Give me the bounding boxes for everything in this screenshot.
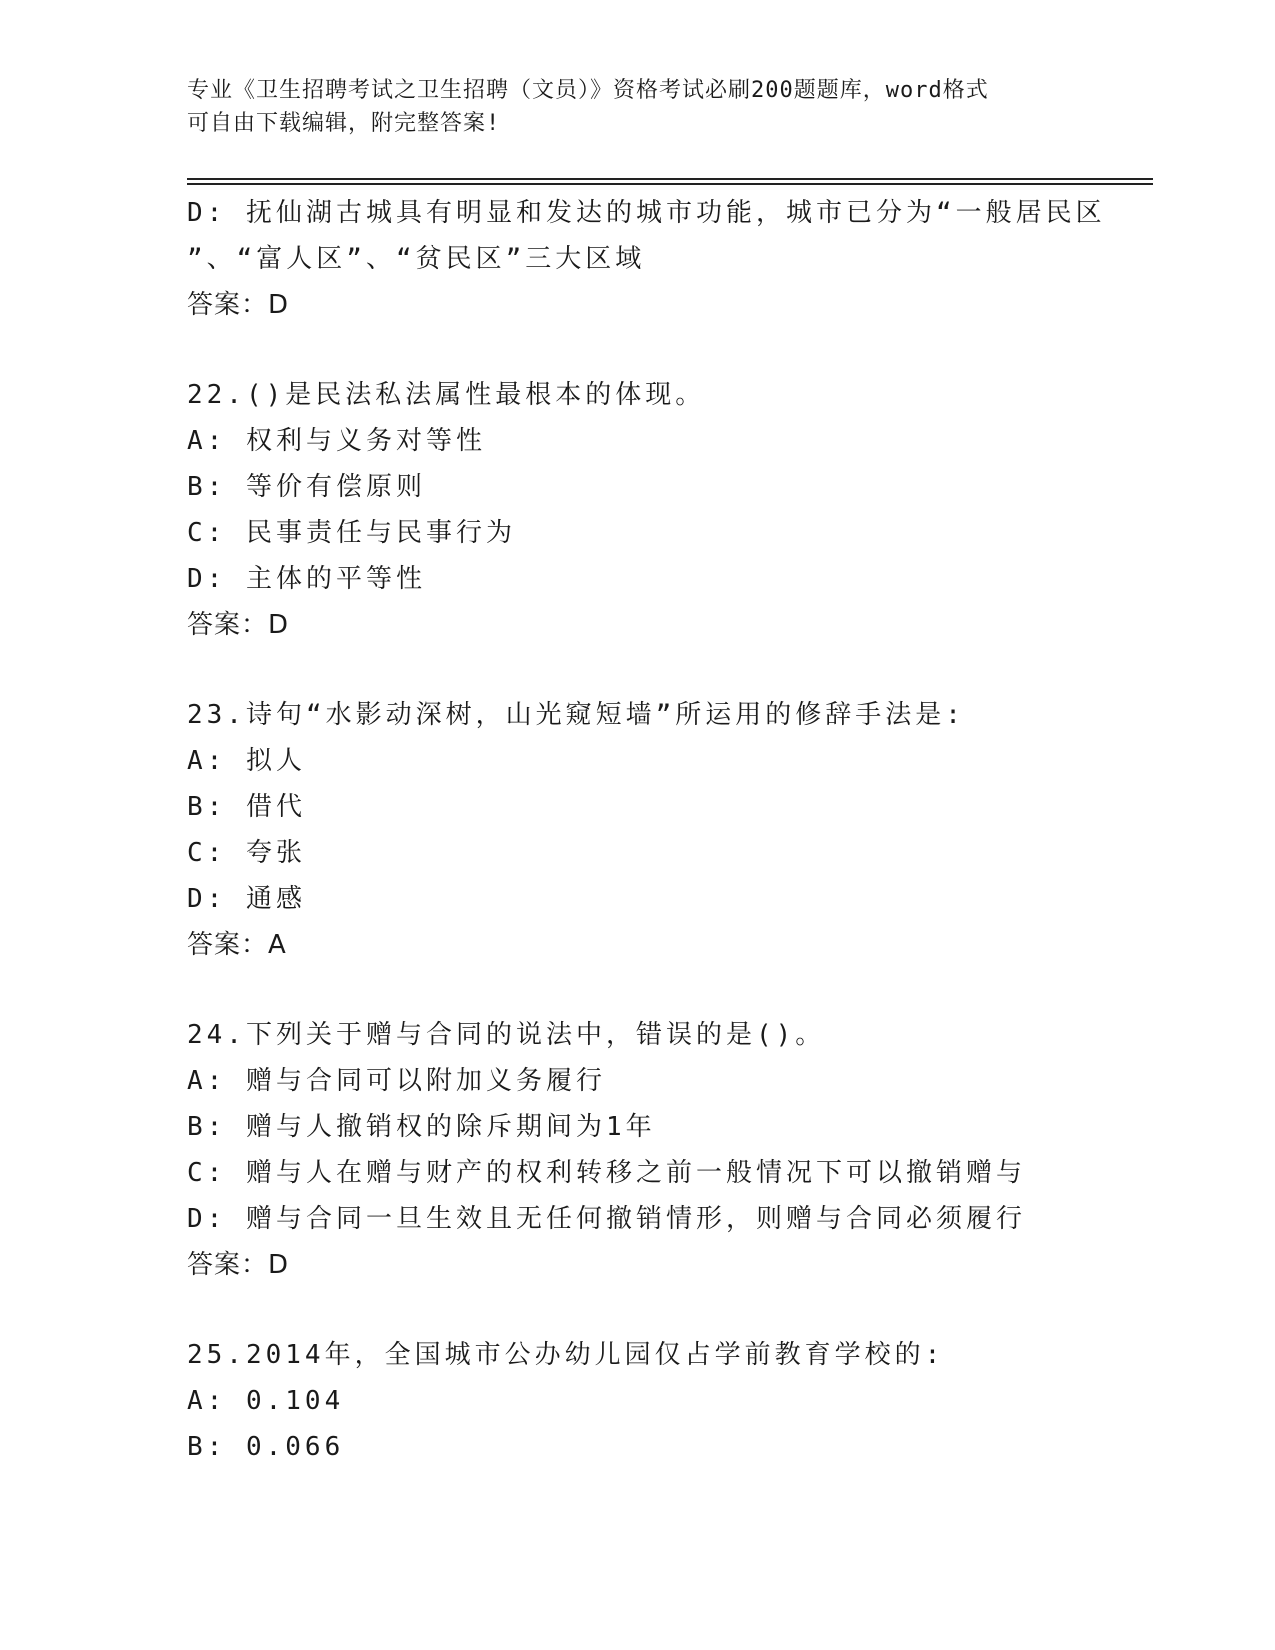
header-divider-bottom	[187, 183, 1153, 185]
option-d: D: 主体的平等性	[187, 564, 426, 594]
option-b: B: 借代	[187, 792, 306, 822]
option-d: D: 抚仙湖古城具有明显和发达的城市功能，城市已分为“一般居民区	[187, 198, 1106, 228]
answer-line: 答案：D	[187, 1250, 290, 1280]
option-c: C: 夸张	[187, 838, 306, 868]
question-stem: 24.下列关于赠与合同的说法中，错误的是()。	[187, 1020, 826, 1050]
option-a: A: 0.104	[187, 1386, 345, 1416]
question-stem: 23.诗句“水影动深树，山光窥短墙”所运用的修辞手法是:	[187, 700, 965, 730]
question-block-22	[187, 372, 1137, 648]
question-stem: 25.2014年，全国城市公办幼儿园仅占学前教育学校的:	[187, 1340, 945, 1370]
option-b: B: 赠与人撤销权的除斥期间为1年	[187, 1112, 656, 1142]
question-block-25	[187, 1332, 1137, 1470]
answer-line: 答案：D	[187, 610, 290, 640]
answer-line: 答案：A	[187, 930, 287, 960]
option-a: A: 权利与义务对等性	[187, 426, 486, 456]
question-block-21	[187, 190, 1137, 328]
option-b: B: 0.066	[187, 1432, 345, 1462]
question-list	[187, 190, 1137, 1470]
question-stem: 22.()是民法私法属性最根本的体现。	[187, 380, 706, 410]
document-header	[187, 74, 1087, 140]
answer-line: 答案：D	[187, 290, 290, 320]
option-b: B: 等价有偿原则	[187, 472, 426, 502]
option-d: D: 通感	[187, 884, 306, 914]
header-line-1: 专业《卫生招聘考试之卫生招聘（文员）》资格考试必刷200题题库，word格式	[187, 78, 989, 103]
option-c: C: 赠与人在赠与财产的权利转移之前一般情况下可以撤销赠与	[187, 1158, 1026, 1188]
option-d-continued: ”、“富人区”、“贫民区”三大区域	[187, 244, 646, 274]
option-d: D: 赠与合同一旦生效且无任何撤销情形，则赠与合同必须履行	[187, 1204, 1026, 1234]
header-divider-top	[187, 178, 1153, 180]
question-block-24	[187, 1012, 1137, 1288]
question-block-23	[187, 692, 1137, 968]
option-a: A: 拟人	[187, 746, 306, 776]
option-c: C: 民事责任与民事行为	[187, 518, 516, 548]
option-a: A: 赠与合同可以附加义务履行	[187, 1066, 606, 1096]
header-line-2: 可自由下载编辑，附完整答案!	[187, 111, 501, 136]
